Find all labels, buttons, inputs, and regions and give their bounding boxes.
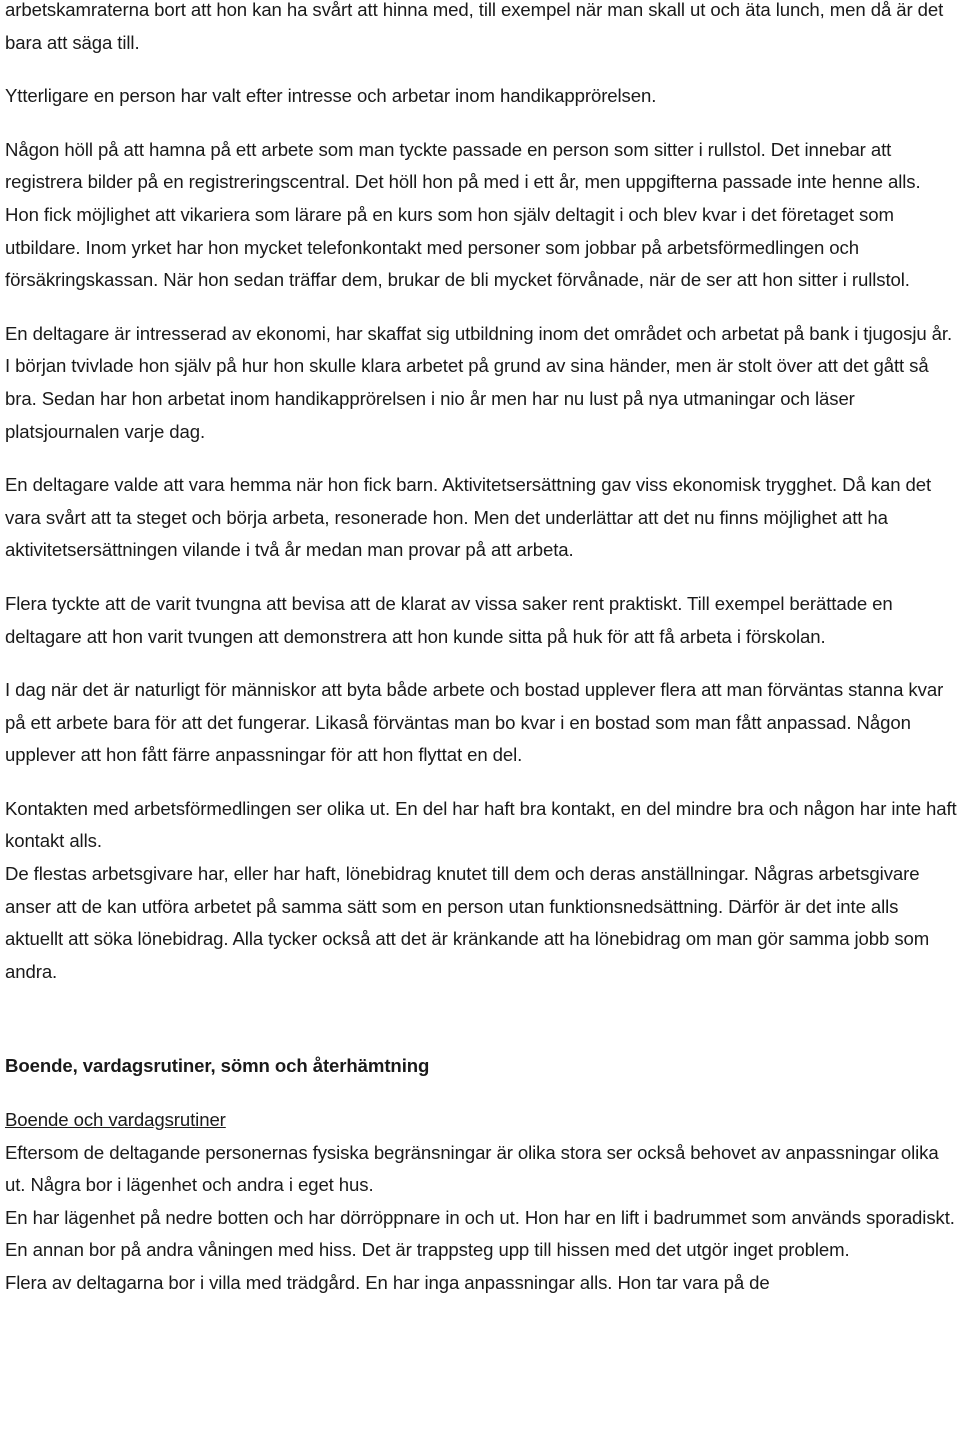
paragraph-lonebidrag: De flestas arbetsgivare har, eller har haft, lönebidrag knutet till dem och deras anställningar. Någras arbetsgivare anser att de kan utföra arbetet på samma sätt som en person utan funktionsnedsättning. Därför är det inte alls aktuellt att söka lönebidrag. Alla tycker också att det är kränkande att ha lönebidrag om man gör samma jobb som andra. xyxy=(5,863,930,982)
subsection-heading: Boende och vardagsrutiner xyxy=(5,1109,226,1131)
paragraph-aktivitetsersattning: En deltagare valde att vara hemma när hon fick barn. Aktivitetsersättning gav viss ekonomisk trygghet. Då kan det vara svårt att ta steget och börja arbeta, resonerade hon. Men det underlättar att det nu finns möjlighet att ha aktivitetsersättningen vilande i två år medan man provar på att arbeta. xyxy=(5,474,932,561)
paragraph-anpassningar: Eftersom de deltagande personernas fysiska begränsningar är olika stora ser också behovet av anpassningar olika ut. Några bor i lägenhet och andra i eget hus. xyxy=(5,1141,939,1196)
document-page xyxy=(5,0,957,1300)
paragraph-handikapprorelsen: Ytterligare en person har valt efter intresse och arbetar inom handikapprörelsen. xyxy=(5,85,657,107)
paragraph-rullstol: Någon höll på att hamna på ett arbete som man tyckte passade en person som sitter i rullstol. Det innebar att registrera bilder på en registreringscentral. Det höll hon på med i ett år, men uppgifterna passade inte henne alls. Hon fick möjlighet att vikariera som lärare på en kurs som hon själv deltagit i och blev kvar i det företaget som utbildare. Inom yrket har hon mycket telefonkontakt med personer som jobbar på arbetsförmedlingen och försäkringskassan. När hon sedan träffar dem, brukar de bli mycket förvånade, när de ser att hon sitter i rullstol. xyxy=(5,138,921,291)
paragraph-lagenhet: En har lägenhet på nedre botten och har dörröppnare in och ut. Hon har en lift i badrummet som används sporadiskt. En annan bor på andra våningen med hiss. Det är trappsteg upp till hissen med det utgör inget problem. xyxy=(5,1206,955,1261)
section-heading: Boende, vardagsrutiner, sömn och återhämtning xyxy=(5,1055,430,1077)
paragraph-arbetsformedlingen: Kontakten med arbetsförmedlingen ser olika ut. En del har haft bra kontakt, en del mindre bra och någon har inte haft kontakt alls. xyxy=(5,797,957,852)
paragraph-ekonomi: En deltagare är intresserad av ekonomi, har skaffat sig utbildning inom det området och arbetat på bank i tjugosju år. I början tvivlade hon själv på hur hon skulle klara arbetet på grund av sina händer, men är stolt över att det gått så bra. Sedan har hon arbetat inom handikapprörelsen i nio år men har nu lust på nya utmaningar och läser platsjournalen varje dag. xyxy=(5,322,953,442)
paragraph-byta-arbete: I dag när det är naturligt för människor att byta både arbete och bostad upplever flera att man förväntas stanna kvar på ett arbete bara för att det fungerar. Likaså förväntas man bo kvar i en bostad som man fått anpassad. Någon upplever att hon fått färre anpassningar för att hon flyttat en del. xyxy=(5,679,944,766)
paragraph-lunch: arbetskamraterna bort att hon kan ha svårt att hinna med, till exempel när man skall ut och äta lunch, men då är det bara att säga till. xyxy=(5,0,944,53)
paragraph-villa: Flera av deltagarna bor i villa med trädgård. En har inga anpassningar alls. Hon tar vara på de xyxy=(5,1272,770,1293)
paragraph-bevisa: Flera tyckte att de varit tvungna att bevisa att de klarat av vissa saker rent praktiskt. Till exempel berättade en deltagare att hon varit tvungen att demonstrera att hon kunde sitta på huk för att få arbeta i förskolan. xyxy=(5,592,893,647)
